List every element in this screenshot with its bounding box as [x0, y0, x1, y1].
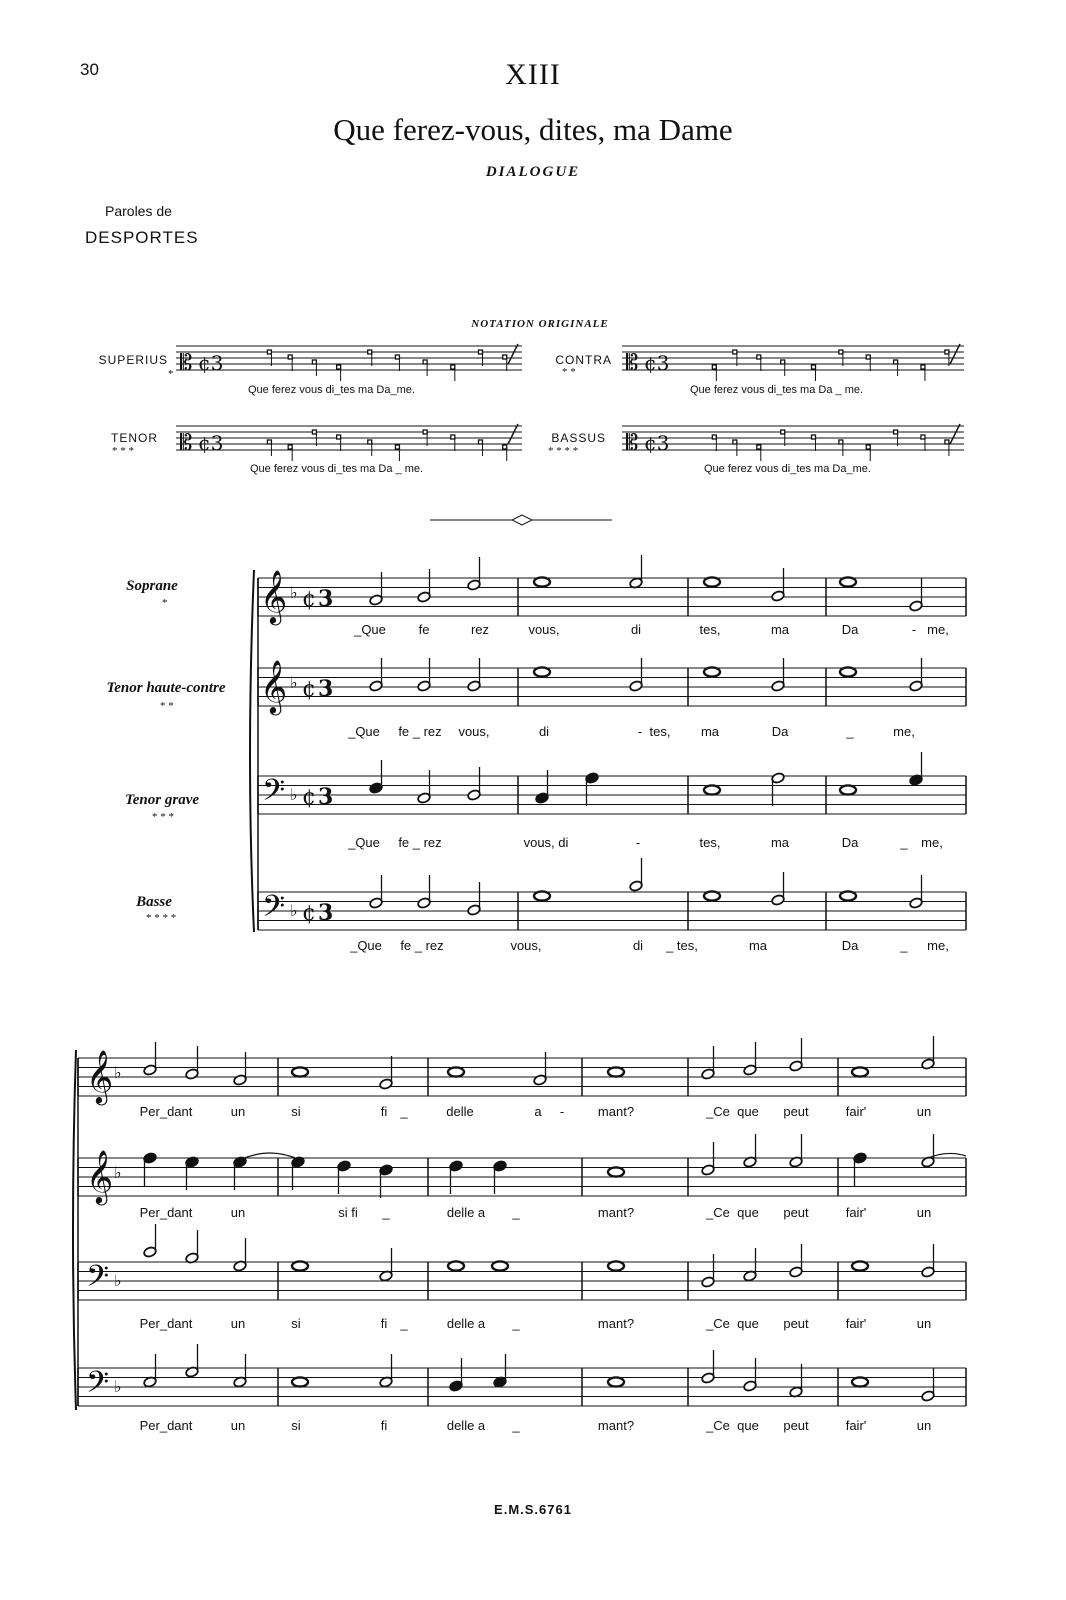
incipit-tenor-staff-mensuration: ¢3: [198, 431, 224, 455]
system1-lyric-1-0: _Que: [348, 724, 380, 739]
system2-lyric-1-7: _Ce: [706, 1205, 730, 1220]
system2-lyric-2-4: _: [400, 1316, 408, 1331]
part-stars-tenor-haute-contre: * *: [160, 700, 174, 712]
system2-note-1-8: [608, 1167, 624, 1176]
system2-lyric-2-0: Per_dant: [139, 1316, 193, 1331]
system2-lyric-2-12: un: [916, 1316, 932, 1331]
incipit-bassus-staff-neume: [757, 445, 761, 449]
incipit-tenor-staff-clef: 𝄡: [180, 431, 193, 456]
system1-bracket: [250, 570, 254, 932]
incipit-tenor-staff-neume: [267, 440, 271, 444]
system1-lyric-3-0: _Que: [350, 938, 382, 953]
system2-bass-clef-tenor-grave: 𝄢: [86, 1260, 110, 1301]
system2-lyric-0-11: peut: [783, 1104, 809, 1119]
system2-lyric-0-4: _: [400, 1104, 408, 1119]
system1-cut-basse: ¢: [302, 901, 316, 926]
system1-lyric-1-2: vous,: [458, 724, 490, 739]
incipit-contra-staff-neume: [866, 355, 870, 359]
page-number: 30: [80, 60, 99, 79]
system2-lyric-3-3: fi: [380, 1418, 388, 1433]
system2-lyric-0-7: -: [559, 1104, 565, 1119]
incipit-superius-staff-clef: 𝄡: [180, 351, 193, 376]
system2-lyric-3-0: Per_dant: [139, 1418, 193, 1433]
system2-lyric-0-10: que: [737, 1104, 759, 1119]
system1-lyric-1-7: Da: [771, 724, 789, 739]
system1-lyric-0-8: -: [911, 622, 917, 637]
incipit-contra-staff-neume: [733, 350, 737, 354]
system2-lyric-1-4: delle a: [446, 1205, 486, 1220]
incipit-bassus-staff-custos: [950, 424, 960, 444]
system1-note-2-5: [704, 785, 720, 794]
piece-title: Que ferez-vous, dites, ma Dame: [333, 112, 733, 147]
system1-lyric-1-6: ma: [700, 724, 720, 739]
system1-time-soprane: 3: [318, 586, 334, 612]
system1-note-2-7: [840, 785, 856, 794]
divider-diamond: [512, 515, 532, 525]
system2-note-2-7: [608, 1261, 624, 1270]
system2-note-3-7: [608, 1377, 624, 1386]
system1-lyric-0-6: ma: [770, 622, 790, 637]
system1-lyric-1-4: -: [637, 724, 643, 739]
system1-cut-haute-contre: ¢: [302, 677, 316, 702]
piece-number: XIII: [505, 58, 561, 91]
incipit-superius-staff-custos: [508, 344, 518, 364]
system2-lyric-2-9: que: [737, 1316, 759, 1331]
incipit-contra-staff-neume: [921, 365, 925, 369]
system2-lyric-2-6: _: [512, 1316, 520, 1331]
system2-lyric-2-11: fair': [845, 1316, 867, 1331]
incipit-superius-staff-neume: [312, 360, 316, 364]
publisher-code: E.M.S.6761: [494, 1502, 572, 1517]
system1-lyric-0-9: me,: [927, 622, 949, 637]
system1-note-3-5: [704, 891, 720, 900]
system1-lyric-0-5: tes,: [699, 622, 721, 637]
incipit-superius-staff-neume: [503, 355, 507, 359]
system1-note-1-5: [704, 667, 720, 676]
system1-flat-soprane: ♭: [290, 583, 298, 602]
system1-treble-clef-haute-contre: 𝄞: [260, 659, 288, 713]
incipit-tenor-staff-custos: [508, 424, 518, 444]
part-name-tenor-haute-contre: Tenor haute-contre: [106, 680, 226, 696]
system2-lyric-3-11: un: [916, 1418, 932, 1433]
system2-lyric-1-9: peut: [783, 1205, 809, 1220]
system2-note-2-6: [492, 1261, 508, 1270]
system2-lyric-3-8: que: [737, 1418, 759, 1433]
system1-lyric-3-3: di: [632, 938, 644, 953]
incipit-contra-staff-neume: [894, 360, 898, 364]
system1-lyric-3-1: fe _ rez: [400, 938, 444, 953]
incipit-bassus-staff-mensuration: ¢3: [644, 431, 670, 455]
system1-bass-clef-tenor-grave: 𝄢: [262, 774, 286, 815]
system2-lyric-3-4: delle a: [446, 1418, 486, 1433]
system1-lyric-0-3: vous,: [528, 622, 560, 637]
system1-lyric-3-2: vous,: [510, 938, 542, 953]
incipit-bassus-staff-neume: [733, 440, 737, 444]
incipit-bassus-lyric: Que ferez vous di_tes ma Da_me.: [704, 463, 871, 475]
incipit-contra-label: CONTRA: [555, 353, 612, 367]
incipit-tenor-label: TENOR: [111, 431, 158, 445]
system2-bracket: [73, 1050, 76, 1410]
system2-note-2-5: [448, 1261, 464, 1270]
system1-note-0-7: [840, 577, 856, 586]
system2-lyric-3-2: si: [291, 1418, 301, 1433]
system2-lyric-0-13: un: [916, 1104, 932, 1119]
part-name-soprane: Soprane: [126, 578, 178, 594]
system1-lyric-0-0: _Que: [354, 622, 386, 637]
system1-lyric-2-6: Da: [841, 835, 859, 850]
system1-lyric-3-4: _ tes,: [666, 938, 698, 953]
incipit-superius-staff-mensuration: ¢3: [198, 351, 224, 375]
system2-lyric-1-1: un: [230, 1205, 246, 1220]
system1-flat-tenor-grave: ♭: [290, 785, 298, 804]
system1-lyric-1-8: _: [846, 724, 854, 739]
system2-lyric-0-3: fi: [380, 1104, 388, 1119]
incipit-superius-staff-neume: [423, 360, 427, 364]
incipit-tenor-staff-neume: [395, 445, 399, 449]
system2-flat-basse: ♭: [114, 1377, 122, 1396]
system1-lyric-1-1: fe _ rez: [398, 724, 442, 739]
system1-lyric-0-4: di: [630, 622, 642, 637]
incipit-tenor-staff-neume: [503, 445, 507, 449]
system2-lyric-0-12: fair': [845, 1104, 867, 1119]
incipit-tenor-staff-neume: [288, 445, 292, 449]
incipit-contra-staff-neume: [712, 365, 716, 369]
system2-lyric-1-8: que: [737, 1205, 759, 1220]
incipit-tenor-staff-neume: [478, 440, 482, 444]
system2-lyric-3-7: _Ce: [706, 1418, 730, 1433]
system2-tie: [240, 1153, 300, 1160]
incipit-superius-staff-neume: [288, 355, 292, 359]
system2-lyric-3-6: mant?: [597, 1418, 635, 1433]
incipit-tenor-staff-neume: [312, 430, 316, 434]
system1-lyric-2-4: tes,: [699, 835, 721, 850]
incipit-contra-staff-custos: [950, 344, 960, 364]
system2-note-0-3: [292, 1067, 308, 1076]
system2-note-0-5: [448, 1067, 464, 1076]
system1-lyric-1-3: di: [538, 724, 550, 739]
system2-lyric-2-10: peut: [783, 1316, 809, 1331]
part-stars-basse: * * * *: [146, 912, 177, 924]
credit-label: Paroles de: [105, 203, 172, 219]
system1-cut-tenor-grave: ¢: [302, 785, 316, 810]
part-name-tenor-grave: Tenor grave: [124, 792, 200, 808]
system2-lyric-0-5: delle: [446, 1104, 474, 1119]
system2-lyric-1-11: un: [916, 1205, 932, 1220]
system1-note-3-7: [840, 891, 856, 900]
system1-bass-clef-basse: 𝄢: [262, 890, 286, 931]
system2-flat-haute-contre: ♭: [114, 1163, 122, 1182]
system2-lyric-1-5: _: [512, 1205, 520, 1220]
incipit-tenor-stars: * * *: [112, 445, 134, 457]
incipit-bassus-staff-clef: 𝄡: [626, 431, 639, 456]
system1-note-0-5: [704, 577, 720, 586]
system1-lyric-0-1: fe: [418, 622, 430, 637]
system1-lyric-2-1: fe _ rez: [398, 835, 442, 850]
incipit-superius-staff-neume: [451, 365, 455, 369]
system2-lyric-3-5: _: [512, 1418, 520, 1433]
system2-lyric-2-7: mant?: [597, 1316, 635, 1331]
system2-lyric-0-6: a: [534, 1104, 542, 1119]
system2-lyric-2-1: un: [230, 1316, 246, 1331]
incipit-contra-lyric: Que ferez vous di_tes ma Da _ me.: [690, 384, 864, 396]
incipit-bassus-staff-neume: [945, 440, 949, 444]
system2-note-2-11: [852, 1261, 868, 1270]
incipit-bassus-staff-neume: [812, 435, 816, 439]
system2-lyric-2-3: fi: [380, 1316, 388, 1331]
incipit-contra-staff-neume: [781, 360, 785, 364]
incipit-bassus-staff-neume: [866, 445, 870, 449]
system2-flat-tenor-grave: ♭: [114, 1271, 122, 1290]
incipit-tenor-lyric: Que ferez vous di_tes ma Da _ me.: [250, 463, 424, 475]
incipit-superius-staff-neume: [368, 350, 372, 354]
system1-time-basse: 3: [318, 900, 334, 926]
system1-note-1-7: [840, 667, 856, 676]
system1-lyric-0-2: rez: [470, 622, 490, 637]
system1-lyric-3-6: Da: [841, 938, 859, 953]
system1-lyric-3-5: ma: [748, 938, 768, 953]
credit-author: DESPORTES: [85, 228, 199, 247]
system2-note-3-11: [852, 1377, 868, 1386]
system2-lyric-1-6: mant?: [597, 1205, 635, 1220]
system2-lyric-2-5: delle a: [446, 1316, 486, 1331]
incipit-tenor-staff-neume: [451, 435, 455, 439]
system1-note-3-3: [534, 891, 550, 900]
incipit-superius-staff-neume: [337, 365, 341, 369]
system2-treble-clef-soprane: 𝄞: [86, 1049, 114, 1103]
system1-lyric-2-2: vous, di: [523, 835, 569, 850]
incipit-contra-staff-neume: [839, 350, 843, 354]
system1-lyric-1-9: me,: [893, 724, 915, 739]
notation-heading: NOTATION ORIGINALE: [471, 318, 609, 330]
incipit-contra-staff-neume: [757, 355, 761, 359]
system1-lyric-2-7: _: [900, 835, 908, 850]
incipit-contra-staff-neume: [812, 365, 816, 369]
system2-lyric-1-3: _: [382, 1205, 390, 1220]
system1-lyric-1-5: tes,: [649, 724, 671, 739]
incipit-contra-staff-neume: [945, 350, 949, 354]
incipit-bassus-staff-neume: [712, 435, 716, 439]
incipit-bassus-staff-neume: [781, 430, 785, 434]
incipit-superius-label: SUPERIUS: [98, 353, 168, 367]
system2-flat-soprane: ♭: [114, 1063, 122, 1082]
system2-lyric-3-9: peut: [783, 1418, 809, 1433]
incipit-tenor-staff-neume: [423, 430, 427, 434]
system2-lyric-0-8: mant?: [597, 1104, 635, 1119]
incipit-superius-staff-neume: [267, 350, 271, 354]
part-stars-soprane: *: [162, 597, 168, 609]
system1-cut-soprane: ¢: [302, 587, 316, 612]
system1-lyric-2-0: _Que: [348, 835, 380, 850]
system1-lyric-2-5: ma: [770, 835, 790, 850]
incipit-bassus-label: BASSUS: [551, 431, 606, 445]
system1-lyric-2-3: -: [635, 835, 641, 850]
incipit-superius-staff-neume: [395, 355, 399, 359]
piece-subtitle: DIALOGUE: [485, 164, 581, 180]
system1-lyric-3-7: _: [900, 938, 908, 953]
incipit-contra-staff-clef: 𝄡: [626, 351, 639, 376]
system2-note-0-11: [852, 1067, 868, 1076]
system1-flat-haute-contre: ♭: [290, 673, 298, 692]
incipit-tenor-staff-neume: [368, 440, 372, 444]
system2-lyric-0-0: Per_dant: [139, 1104, 193, 1119]
system1-treble-clef-soprane: 𝄞: [260, 569, 288, 623]
system2-treble-clef-haute-contre: 𝄞: [86, 1149, 114, 1203]
system2-bass-clef-basse: 𝄢: [86, 1366, 110, 1407]
system2-note-0-7: [608, 1067, 624, 1076]
system2-lyric-0-1: un: [230, 1104, 246, 1119]
system1-lyric-2-8: me,: [921, 835, 943, 850]
system2-note-2-3: [292, 1261, 308, 1270]
incipit-bassus-staff-neume: [894, 430, 898, 434]
system2-lyric-1-2: si fi: [338, 1205, 358, 1220]
system1-lyric-0-7: Da: [841, 622, 859, 637]
incipit-bassus-staff-neume: [921, 435, 925, 439]
system2-lyric-0-2: si: [291, 1104, 301, 1119]
incipit-bassus-staff-neume: [839, 440, 843, 444]
system2-lyric-3-1: un: [230, 1418, 246, 1433]
system2-lyric-2-2: si: [291, 1316, 301, 1331]
system2-lyric-1-10: fair': [845, 1205, 867, 1220]
system2-lyric-0-9: _Ce: [706, 1104, 730, 1119]
system2-lyric-1-0: Per_dant: [139, 1205, 193, 1220]
incipit-contra-staff-mensuration: ¢3: [644, 351, 670, 375]
system2-lyric-3-10: fair': [845, 1418, 867, 1433]
system1-time-tenor-grave: 3: [318, 784, 334, 810]
system1-note-0-3: [534, 577, 550, 586]
system2-lyric-2-8: _Ce: [706, 1316, 730, 1331]
system1-time-haute-contre: 3: [318, 676, 334, 702]
part-name-basse: Basse: [136, 894, 172, 910]
part-stars-tenor-grave: * * *: [152, 811, 174, 823]
system2-note-3-3: [292, 1377, 308, 1386]
incipit-contra-stars: * *: [562, 366, 576, 378]
system1-lyric-3-8: me,: [927, 938, 949, 953]
incipit-superius-lyric: Que ferez vous di_tes ma Da_me.: [248, 384, 415, 396]
system1-flat-basse: ♭: [290, 901, 298, 920]
system1-note-1-3: [534, 667, 550, 676]
incipit-bassus-stars: * * * *: [548, 445, 579, 457]
incipit-tenor-staff-neume: [337, 435, 341, 439]
incipit-superius-staff-neume: [478, 350, 482, 354]
